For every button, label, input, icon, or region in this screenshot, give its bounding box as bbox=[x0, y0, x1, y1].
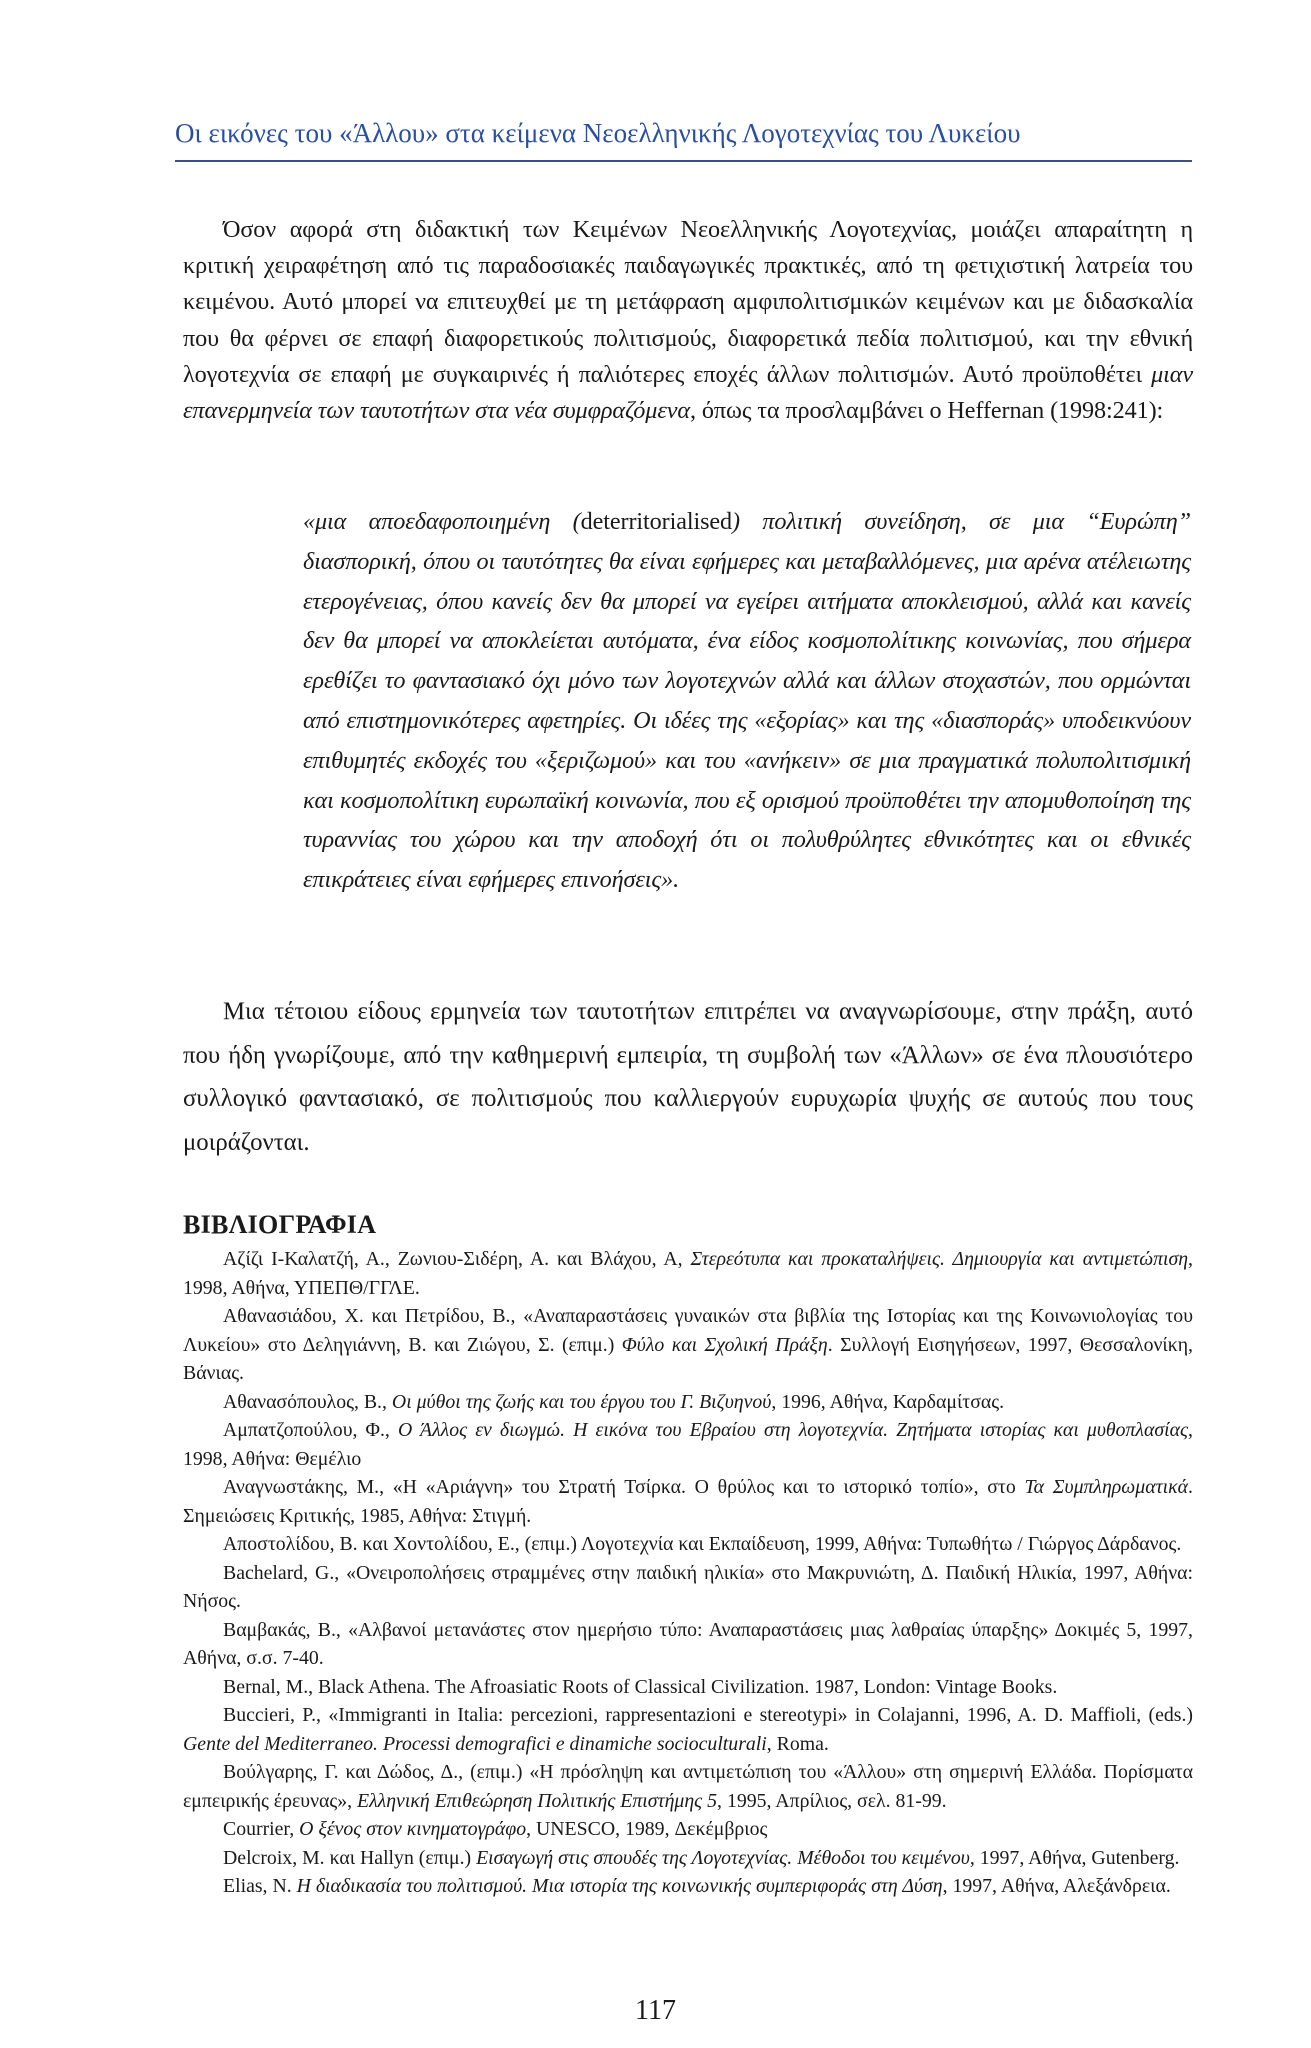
bibliography-entry-text: . Συλλογή Εισηγήσεων, 1997, Θεσσαλονίκη, Βάνιας. bbox=[183, 1333, 1193, 1384]
bibliography-entry bbox=[183, 1416, 1193, 1473]
quote-term: deterritorialised bbox=[580, 508, 733, 535]
bibliography-entry bbox=[183, 1245, 1193, 1302]
bibliography-entry-text: Bachelard, G., «Ονειροπολήσεις στραμμένες στην παιδική ηλικία» στο Μακρυνιώτη, Δ. Παιδική Ηλικία, 1997, Αθήνα: Νήσος. bbox=[183, 1561, 1193, 1612]
bibliography-entry-text: Elias, N. bbox=[223, 1875, 297, 1897]
bibliography-entry-text: . Σημειώσεις Κριτικής, 1985, Αθήνα: Στιγμή. bbox=[183, 1476, 1193, 1527]
bibliography-entry-text: , 1997, Αθήνα, Gutenberg. bbox=[969, 1846, 1180, 1869]
paragraph-intro bbox=[183, 212, 1193, 429]
bibliography-entry-text: Αποστολίδου, Β. και Χοντολίδου, Ε., (επιμ.) Λογοτεχνία και Εκπαίδευση, 1999, Αθήνα: Τυπωθήτω / Γιώργος Δάρδανος. bbox=[223, 1533, 1182, 1555]
bibliography-entry bbox=[183, 1872, 1193, 1901]
page-number: 117 bbox=[635, 1995, 676, 2026]
bibliography-entry-text: Courrier, bbox=[223, 1818, 300, 1840]
bibliography-entry bbox=[183, 1844, 1193, 1873]
bibliography-entry-text: , 1998, Αθήνα, ΥΠΕΠΘ/ΓΓΛΕ. bbox=[183, 1248, 1193, 1299]
bibliography-entry-text: Αναγνωστάκης, Μ., «Η «Αριάγνη» του Στρατή Τσίρκα. Ο θρύλος και το ιστορικό τοπίο», στο bbox=[223, 1476, 1025, 1498]
bibliography-entry bbox=[183, 1673, 1193, 1702]
bibliography-entry-text: , 1997, Αθήνα, Αλεξάνδρεια. bbox=[942, 1875, 1171, 1897]
bibliography-entry bbox=[183, 1616, 1193, 1673]
bibliography-entry-text: , UNESCO, 1989, Δεκέμβριος bbox=[526, 1818, 768, 1840]
bibliography-entry bbox=[183, 1302, 1193, 1388]
block-quote bbox=[303, 502, 1191, 900]
bibliography-entry-title: Στερεότυπα και προκαταλήψεις. Δημιουργία και αντιμετώπιση bbox=[690, 1248, 1189, 1270]
bibliography-entry-text: Delcroix, Μ. και Hallyn (επιμ.) bbox=[223, 1846, 477, 1869]
bibliography-entry-text: Αμπατζοπούλου, Φ., bbox=[223, 1419, 398, 1441]
bibliography-entry bbox=[183, 1530, 1193, 1559]
bibliography-entry-title: Ο Άλλος εν διωγμώ. Η εικόνα του Εβραίου στη λογοτεχνία. Ζητήματα ιστορίας και μυθοπλασίας bbox=[397, 1419, 1189, 1441]
quote-part-1: «μια αποεδαφοποιημένη ( bbox=[303, 508, 581, 535]
bibliography-entry-title: Gente del Mediterraneo. Processi demografici e dinamiche socioculturali bbox=[183, 1732, 767, 1755]
bibliography-entry-text: , 1996, Αθήνα, Καρδαμίτσας. bbox=[771, 1390, 1005, 1413]
bibliography-entry-text: Βαμβακάς, Β., «Αλβανοί μετανάστες στον ημερήσιο τύπο: Αναπαραστάσεις μιας λαθραίας ύπαρξης» Δοκιμές 5, 1997, Αθήνα, σ.σ. 7-40. bbox=[183, 1618, 1193, 1669]
bibliography-entry-title: O ξένος στον κινηματογράφο bbox=[299, 1818, 527, 1840]
paragraph-conclusion: Μια τέτοιου είδους ερμηνεία των ταυτοτήτων επιτρέπει να αναγνωρίσουμε, στην πράξη, αυτό που ήδη γνωρίζουμε, από την καθημερινή εμπειρία, τη συμβολή των «Άλλων» σε ένα πλουσιότερο συλλογικό φαντασιακό, σε πολιτισμούς που καλλιεργούν ευρυχωρία ψυχής σε αυτούς που τους μοιράζονται. bbox=[183, 998, 1193, 1156]
running-header: Οι εικόνες του «Άλλου» στα κείμενα Νεοελληνικής Λογοτεχνίας του Λυκείου bbox=[175, 118, 1021, 148]
bibliography-entry-text: Βούλγαρης, Γ. και Δώδος, Δ., (επιμ.) «Η πρόσληψη και αντιμετώπιση του «Άλλου» στη σημερινή Ελλάδα. Πορίσματα εμπειρικής έρευνας», bbox=[183, 1761, 1193, 1812]
paragraph-intro-italic: μιαν επανερμηνεία των ταυτοτήτων στα νέα συμφραζόμενα bbox=[183, 360, 1193, 425]
bibliography-entry-text: Αζίζι Ι-Καλατζή, Α., Ζωνιου-Σιδέρη, Α. και Βλάχου, Α, bbox=[223, 1248, 691, 1270]
bibliography-entry bbox=[183, 1559, 1193, 1616]
bibliography-entry-text: , Roma. bbox=[766, 1732, 829, 1755]
bibliography-entry-title: Φύλο και Σχολική Πράξη bbox=[621, 1333, 828, 1356]
quote-part-3: ) πολιτική συνείδηση, σε μια “Ευρώπη” διασπορική, όπου οι ταυτότητες θα είναι εφήμερες και μεταβαλλόμενες, μια αρένα ατέλειωτης ετερογένειας, όπου κανείς δεν θα μπορεί να εγείρει αιτήματα αποκλεισμού, αλλά και κανείς δεν θα μπορεί να αποκλείεται αυτόματα, ένα είδος κοσμοπολίτικης κοινωνίας, που σήμερα ερεθίζει το φαντασιακό όχι μόνο των λογοτεχνών αλλά και άλλων στοχαστών, που ορμώνται από επιστημονικότερες αφετηρίες. Οι ιδέες της «εξορίας» και της «διασποράς» υποδεικνύουν επιθυμητές εκδοχές του «ξεριζωμού» και του «ανήκειν» σε μια πραγματικά πολυπολιτισμική και κοσμοπολίτικη ευρωπαϊκή κοινωνία, που εξ ορισμού προϋποθέτει την απομυθοποίηση της τυραννίας του χώρου και την αποδοχή ότι οι πολυθρύλητες εθνικότητες και οι εθνικές επικράτειες είναι εφήμερες επινοήσεις». bbox=[303, 508, 1191, 894]
bibliography-entry bbox=[183, 1388, 1193, 1417]
header-rule bbox=[175, 160, 1192, 162]
bibliography-entry-title: Τα Συμπληρωματικά bbox=[1024, 1476, 1189, 1498]
bibliography-entry-title: Η διαδικασία του πολιτισμού. Μια ιστορία της κοινωνικής συμπεριφοράς στη Δύση bbox=[296, 1875, 943, 1897]
bibliography-entry bbox=[183, 1758, 1193, 1815]
bibliography-entry-text: , 1998, Αθήνα: Θεμέλιο bbox=[183, 1419, 1193, 1470]
bibliography-entry-title: Εισαγωγή στις σπουδές της Λογοτεχνίας. Μέθοδοι του κειμένου bbox=[476, 1846, 970, 1869]
bibliography-entry-title: Ελληνική Επιθεώρηση Πολιτικής Επιστήμης 5 bbox=[357, 1789, 718, 1812]
paragraph-intro-text-b: , όπως τα προσλαμβάνει ο Heffernan (1998:241): bbox=[690, 397, 1164, 425]
bibliography-list bbox=[183, 1245, 1193, 1901]
bibliography-entry-text: Bernal, M., Black Athena. The Afroasiatic Roots of Classical Civilization. 1987, London: Vintage Books. bbox=[223, 1675, 1058, 1698]
bibliography-entry-text: Αθανασόπουλος, Β., bbox=[223, 1390, 392, 1413]
bibliography-entry-title: Οι μύθοι της ζωής και του έργου του Γ. Βιζυηνού bbox=[391, 1390, 772, 1413]
bibliography-entry-text: Buccieri, P., «Immigranti in Italia: percezioni, rappresentazioni e stereotypi» in Colajanni, 1996, A. D. Maffioli, (eds.) bbox=[223, 1704, 1193, 1726]
bibliography-heading: ΒΙΒΛΙΟΓΡΑΦΙΑ bbox=[183, 1210, 377, 1239]
bibliography-entry-text: , 1995, Απρίλιος, σελ. 81-99. bbox=[717, 1789, 947, 1812]
bibliography-entry bbox=[183, 1701, 1193, 1758]
bibliography-entry bbox=[183, 1815, 1193, 1844]
bibliography-entry-text: Αθανασιάδου, Χ. και Πετρίδου, Β., «Αναπαραστάσεις γυναικών στα βιβλία της Ιστορίας και της Κοινωνιολογίας του Λυκείου» στο Δεληγιάννη, Β. και Ζιώγου, Σ. (επιμ.) bbox=[183, 1305, 1193, 1356]
paragraph-intro-text-a: Όσον αφορά στη διδακτική των Κειμένων Νεοελληνικής Λογοτεχνίας, μοιάζει απαραίτητη η κριτική χειραφέτηση από τις παραδοσιακές παιδαγωγικές πρακτικές, από τη φετιχιστική λατρεία του κειμένου. Αυτό μπορεί να επιτευχθεί με τη μετάφραση αμφιπολιτισμικών κειμένων και με διδασκαλία που θα φέρνει σε επαφή διαφορετικούς πολιτισμούς, διαφορετικά πεδία πολιτισμού, και την εθνική λογοτεχνία σε επαφή με συγκαιρινές ή παλιότερες εποχές άλλων πολιτισμών. Αυτό προϋποθέτει bbox=[183, 216, 1193, 388]
bibliography-entry bbox=[183, 1473, 1193, 1530]
